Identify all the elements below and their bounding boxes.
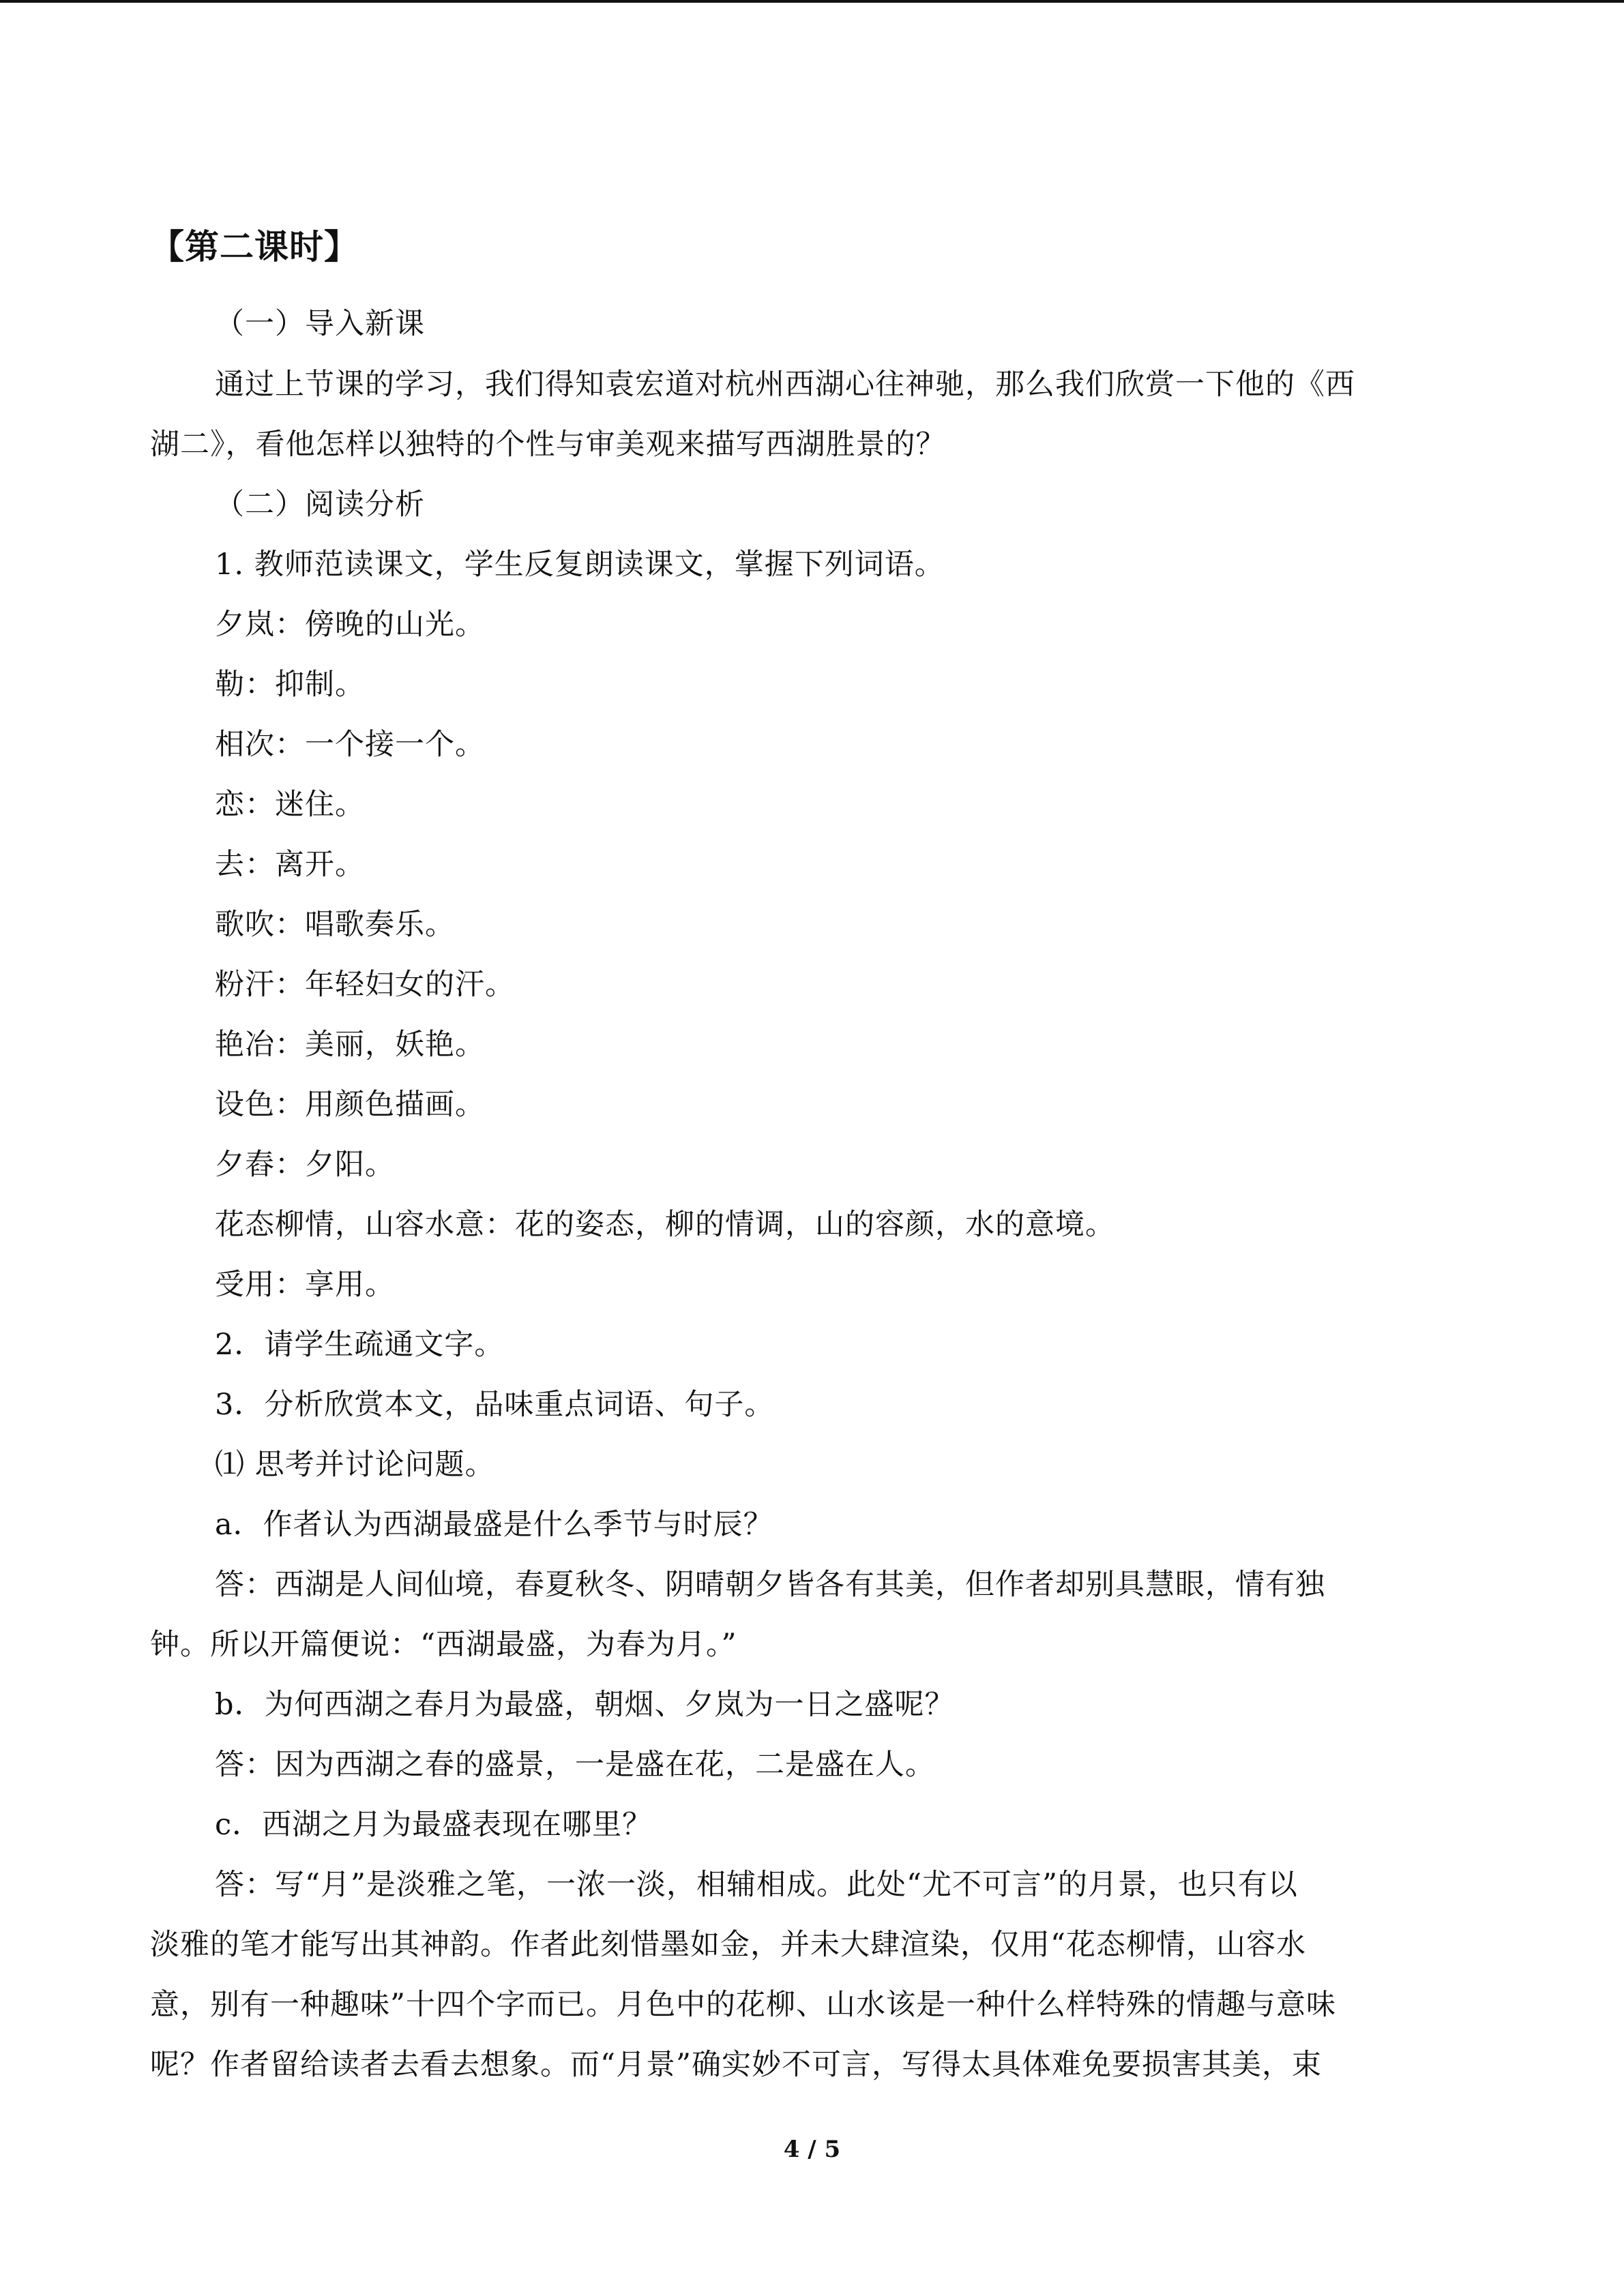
question-item: c．西湖之月为最盛表现在哪里？ xyxy=(215,1808,653,1842)
answer-line: 钟。所以开篇便说：“西湖最盛，为春为月。” xyxy=(150,1628,737,1662)
vocab-item: 相次：一个接一个。 xyxy=(215,728,485,762)
paragraph-line: 通过上节课的学习，我们得知袁宏道对杭州西湖心往神驰，那么我们欣赏一下他的《西 xyxy=(215,368,1355,402)
vocab-item: 歌吹：唱歌奏乐。 xyxy=(215,908,455,942)
answer-line: 答：写“月”是淡雅之笔，一浓一淡，相辅相成。此处“尤不可言”的月景，也只有以 xyxy=(215,1868,1298,1902)
paragraph-line: 湖二》，看他怎样以独特的个性与审美观来描写西湖胜景的？ xyxy=(150,428,946,462)
vocab-item: 花态柳情，山容水意：花的姿态，柳的情调，山的容颜，水的意境。 xyxy=(215,1208,1115,1242)
subsection-title-intro: （一）导入新课 xyxy=(215,307,425,341)
list-item: 1. 教师范读课文，学生反复朗读课文，掌握下列词语。 xyxy=(215,548,945,582)
answer-line: 答：因为西湖之春的盛景，一是盛在花，二是盛在人。 xyxy=(215,1748,935,1782)
vocab-item: 受用：享用。 xyxy=(215,1268,395,1302)
question-item: b．为何西湖之春月为最盛，朝烟、夕岚为一日之盛呢？ xyxy=(215,1688,955,1722)
vocab-item: 勒：抑制。 xyxy=(215,668,365,702)
vocab-item: 去：离开。 xyxy=(215,848,365,882)
answer-line: 淡雅的笔才能写出其神韵。作者此刻惜墨如金，并未大肆渲染，仅用“花态柳情，山容水 xyxy=(150,1928,1306,1962)
vocab-item: 夕舂：夕阳。 xyxy=(215,1148,395,1182)
vocab-item: 设色：用颜色描画。 xyxy=(215,1088,485,1122)
section-heading: 【第二课时】 xyxy=(150,226,359,267)
answer-line: 答：西湖是人间仙境，春夏秋冬、阴晴朝夕皆各有其美，但作者却别具慧眼，情有独 xyxy=(215,1568,1325,1602)
list-item: ⑴ 思考并讨论问题。 xyxy=(215,1448,495,1482)
vocab-item: 夕岚：傍晚的山光。 xyxy=(215,608,485,642)
subsection-title-reading: （二）阅读分析 xyxy=(215,488,425,522)
vocab-item: 恋：迷住。 xyxy=(215,788,365,822)
vocab-item: 粉汗：年轻妇女的汗。 xyxy=(215,968,515,1002)
question-item: a．作者认为西湖最盛是什么季节与时辰？ xyxy=(215,1508,773,1542)
answer-line: 呢？作者留给读者去看去想象。而“月景”确实妙不可言，写得太具体难免要损害其美，束 xyxy=(150,2048,1322,2082)
list-item: 3．分析欣赏本文，品味重点词语、句子。 xyxy=(215,1388,775,1422)
page-number: 4 / 5 xyxy=(783,2136,841,2163)
vocab-item: 艳冶：美丽，妖艳。 xyxy=(215,1028,485,1062)
answer-line: 意，别有一种趣味”十四个字而已。月色中的花柳、山水该是一种什么样特殊的情趣与意味 xyxy=(150,1988,1336,2022)
list-item: 2．请学生疏通文字。 xyxy=(215,1328,505,1362)
